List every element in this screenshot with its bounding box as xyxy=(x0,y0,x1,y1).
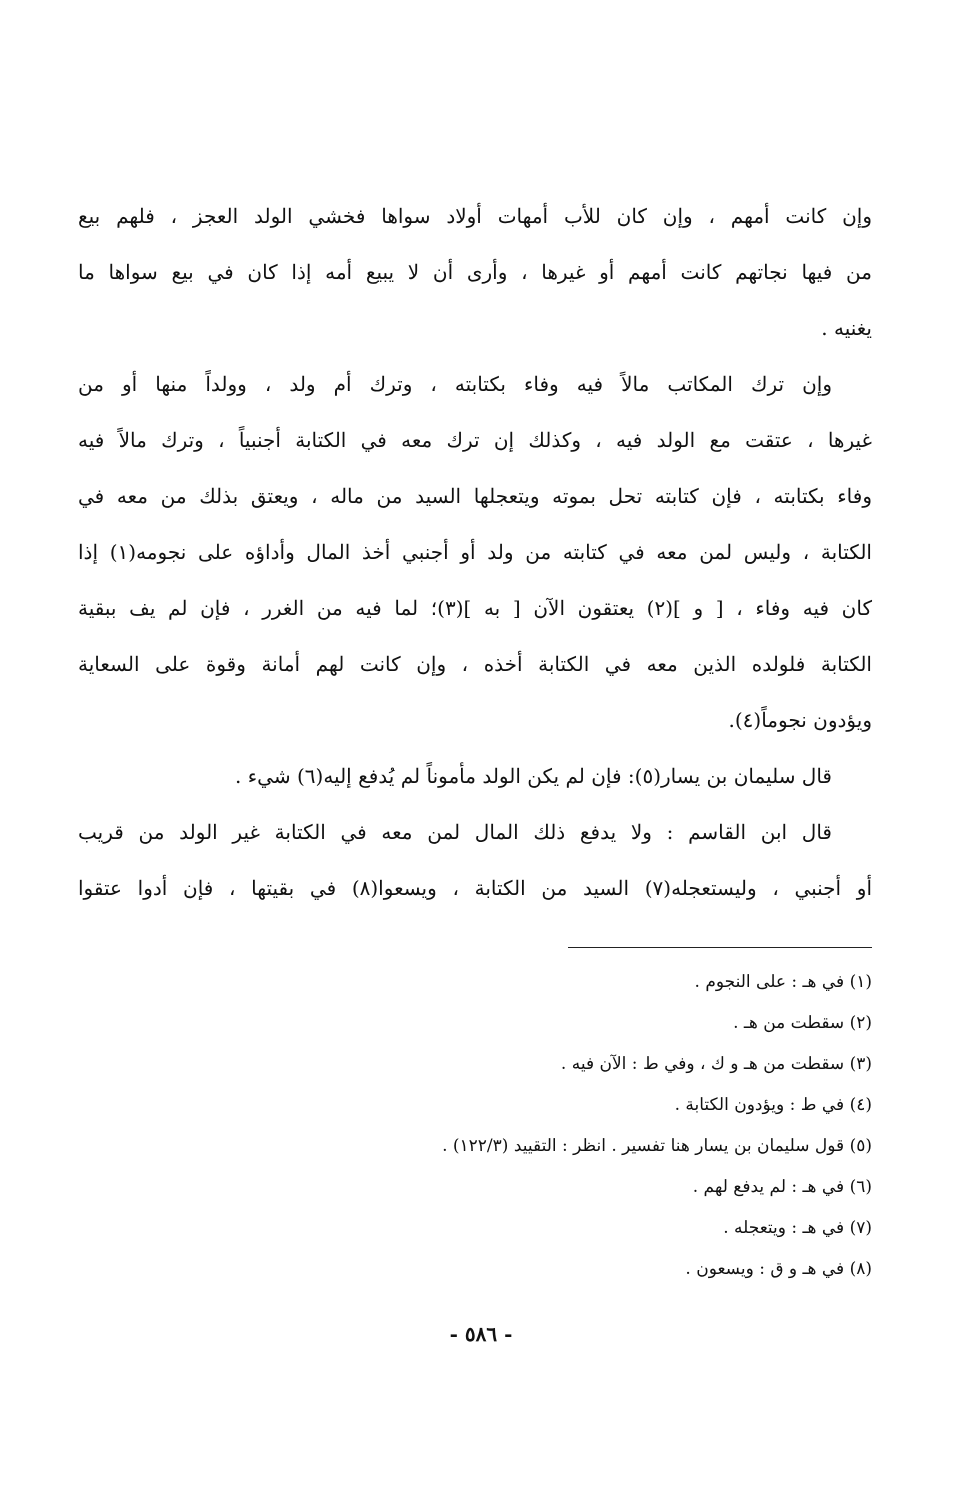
text-line: الكتابة فلولده الذين معه في الكتابة أخذه ، وإن كانت لهم أمانة وقوة على السعاية xyxy=(78,652,872,676)
text-line: قال سليمان بن يسار(٥): فإن لم يكن الولد مأموناً لم يُدفع إليه(٦) شيء . xyxy=(235,764,832,788)
paragraph-3 xyxy=(78,748,872,804)
text-line: الكتابة ، وليس لمن معه في كتابته من ولد أو أجنبي أخذ المال وأداؤه على نجومه(١) إذا xyxy=(78,540,872,564)
main-text xyxy=(78,188,872,916)
footnotes xyxy=(78,962,872,1290)
text-line: يغنيه . xyxy=(821,316,872,340)
text-line: ويؤدون نجوماً(٤). xyxy=(728,708,872,732)
footnote-1: (١) في هـ : على النجوم . xyxy=(694,972,872,992)
page-number: - ٥٨٦ - xyxy=(449,1322,513,1346)
text-line: أو أجنبي ، وليستعجله(٧) السيد من الكتابة ، ويسعوا(٨) في بقيتها ، فإن أدوا عتقوا xyxy=(78,876,872,900)
paragraph-4 xyxy=(78,804,872,916)
footnote-5: (٥) قول سليمان بن يسار هنا تفسير . انظر : التقييد (١٢٢/٣) . xyxy=(442,1136,872,1156)
footnote-7: (٧) في هـ : ويتعجله . xyxy=(723,1218,872,1238)
paragraph-2 xyxy=(78,356,872,748)
footnote-separator xyxy=(568,947,872,948)
footnote-4: (٤) في ط : ويؤدون الكتابة . xyxy=(674,1095,872,1115)
text-line: من فيها نجاتهم كانت أمهم أو غيرها ، وأرى أن لا يبيع أمه إذا كان في بيع سواها ما xyxy=(78,260,872,284)
text-line: وإن كانت أمهم ، وإن كان للأب أمهات أولاد سواها فخشي الولد العجز ، فلهم بيع xyxy=(78,204,872,228)
footnote-3: (٣) سقطت من هـ و ك ، وفي ط : الآن فيه . xyxy=(560,1054,872,1074)
footnote-2: (٢) سقطت من هـ . xyxy=(733,1013,872,1033)
text-line: كان فيه وفاء ، [ و ](٢) يعتقون الآن [ به ](٣)؛ لما فيه من الغرر ، فإن لم يف ببقية xyxy=(78,596,872,620)
text-line: غيرها ، عتقت مع الولد فيه ، وكذلك إن ترك معه في الكتابة أجنبياً ، وترك مالاً فيه xyxy=(78,428,872,452)
paragraph-1 xyxy=(78,188,872,356)
text-line: قال ابن القاسم : ولا يدفع ذلك المال لمن معه في الكتابة غير الولد من قريب xyxy=(78,820,832,844)
footnote-8: (٨) في هـ و ق : ويسعون . xyxy=(685,1259,872,1279)
text-line: وإن ترك المكاتب مالاً فيه وفاء بكتابته ، وترك أم ولد ، وولداً منها أو من xyxy=(78,372,832,396)
footnote-6: (٦) في هـ : لم يدفع لهم . xyxy=(692,1177,872,1197)
text-line: وفاء بكتابته ، فإن كتابته تحل بموته ويتعجلها السيد من ماله ، ويعتق بذلك من معه في xyxy=(78,484,872,508)
